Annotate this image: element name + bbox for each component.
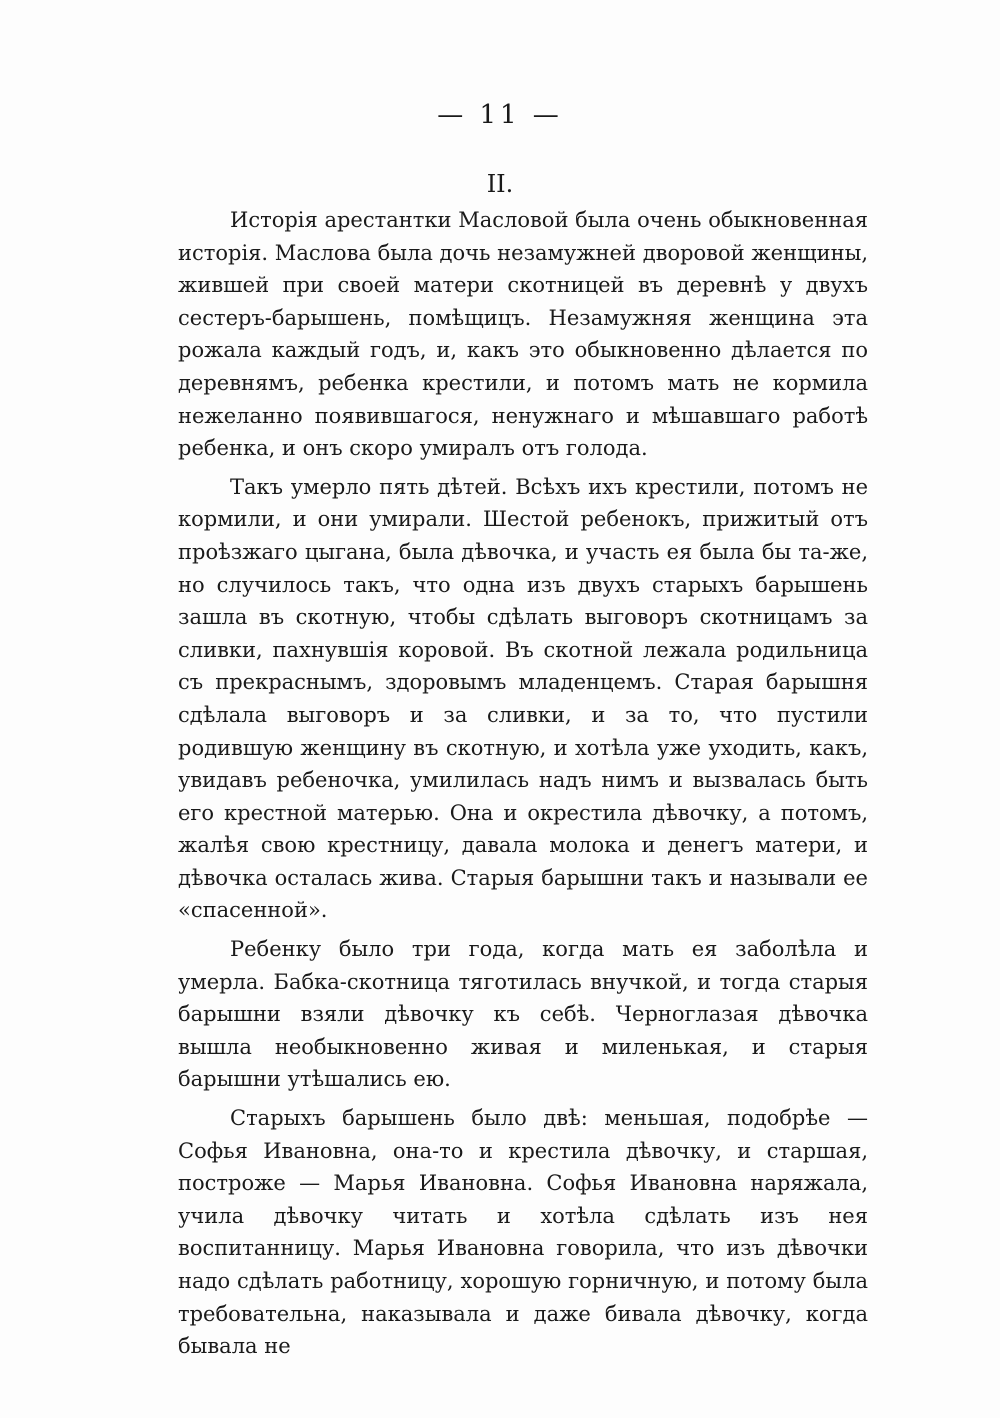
page-number-header: — 11 — — [437, 100, 563, 130]
paragraph: Ребенку было три года, когда мать ея заболѣла и умерла. Бабка-скотница тяготилась внучкой, и тогда старыя барышни взяли дѣвочку къ себѣ. Черноглазая дѣвочка вышла необыкновенно живая и миленькая, и старыя барышни утѣшались ею. — [178, 937, 868, 1092]
chapter-number: II. — [486, 170, 514, 198]
paragraph: Старыхъ барышень было двѣ: меньшая, подобрѣе — Софья Ивановна, она-то и крестила дѣвочку, и старшая, построже — Марья Ивановна. Софья Ивановна наряжала, учила дѣвочку читать и хотѣла сдѣлать изъ нея воспитанницу. Марья Ивановна говорила, что изъ дѣвочки надо сдѣлать работницу, хорошую горничную, и потому была требовательна, наказывала и даже бивала дѣвочку, когда бывала не — [178, 1106, 868, 1359]
paragraph: Исторія арестантки Масловой была очень обыкновенная исторія. Маслова была дочь незамужней дворовой женщины, жившей при своей матери скотницей въ деревнѣ у двухъ сестеръ-барышень, помѣщицъ. Незамужняя женщина эта рожала каждый годъ, и, какъ это обыкновенно дѣлается по деревнямъ, ребенка крестили, и потомъ мать не кормила нежеланно появившагося, ненужнаго и мѣшавшаго работѣ ребенка, и онъ скоро умиралъ отъ голода. — [178, 208, 868, 461]
paragraph: Такъ умерло пять дѣтей. Всѣхъ ихъ крестили, потомъ не кормили, и они умирали. Шестой ребенокъ, прижитый отъ проѣзжаго цыгана, была дѣвочка, и участь ея была бы та-же, но случилось такъ, что одна изъ двухъ старыхъ барышень зашла въ скотную, чтобы сдѣлать выговоръ скотницамъ за сливки, пахнувшія коровой. Въ скотной лежала родильница съ прекраснымъ, здоровымъ младенцемъ. Старая барышня сдѣлала выговоръ и за сливки, и за то, что пустили родившую женщину въ скотную, и хотѣла уже уходить, какъ, увидавъ ребеночка, умилилась надъ нимъ и вызвалась быть его крестной матерью. Она и окрестила дѣвочку, а потомъ, жалѣя свою крестницу, давала молока и денегъ матери, и дѣвочка осталась жива. Старыя барышни такъ и называли ее «спасенной». — [178, 474, 868, 923]
body-text — [178, 204, 868, 1369]
